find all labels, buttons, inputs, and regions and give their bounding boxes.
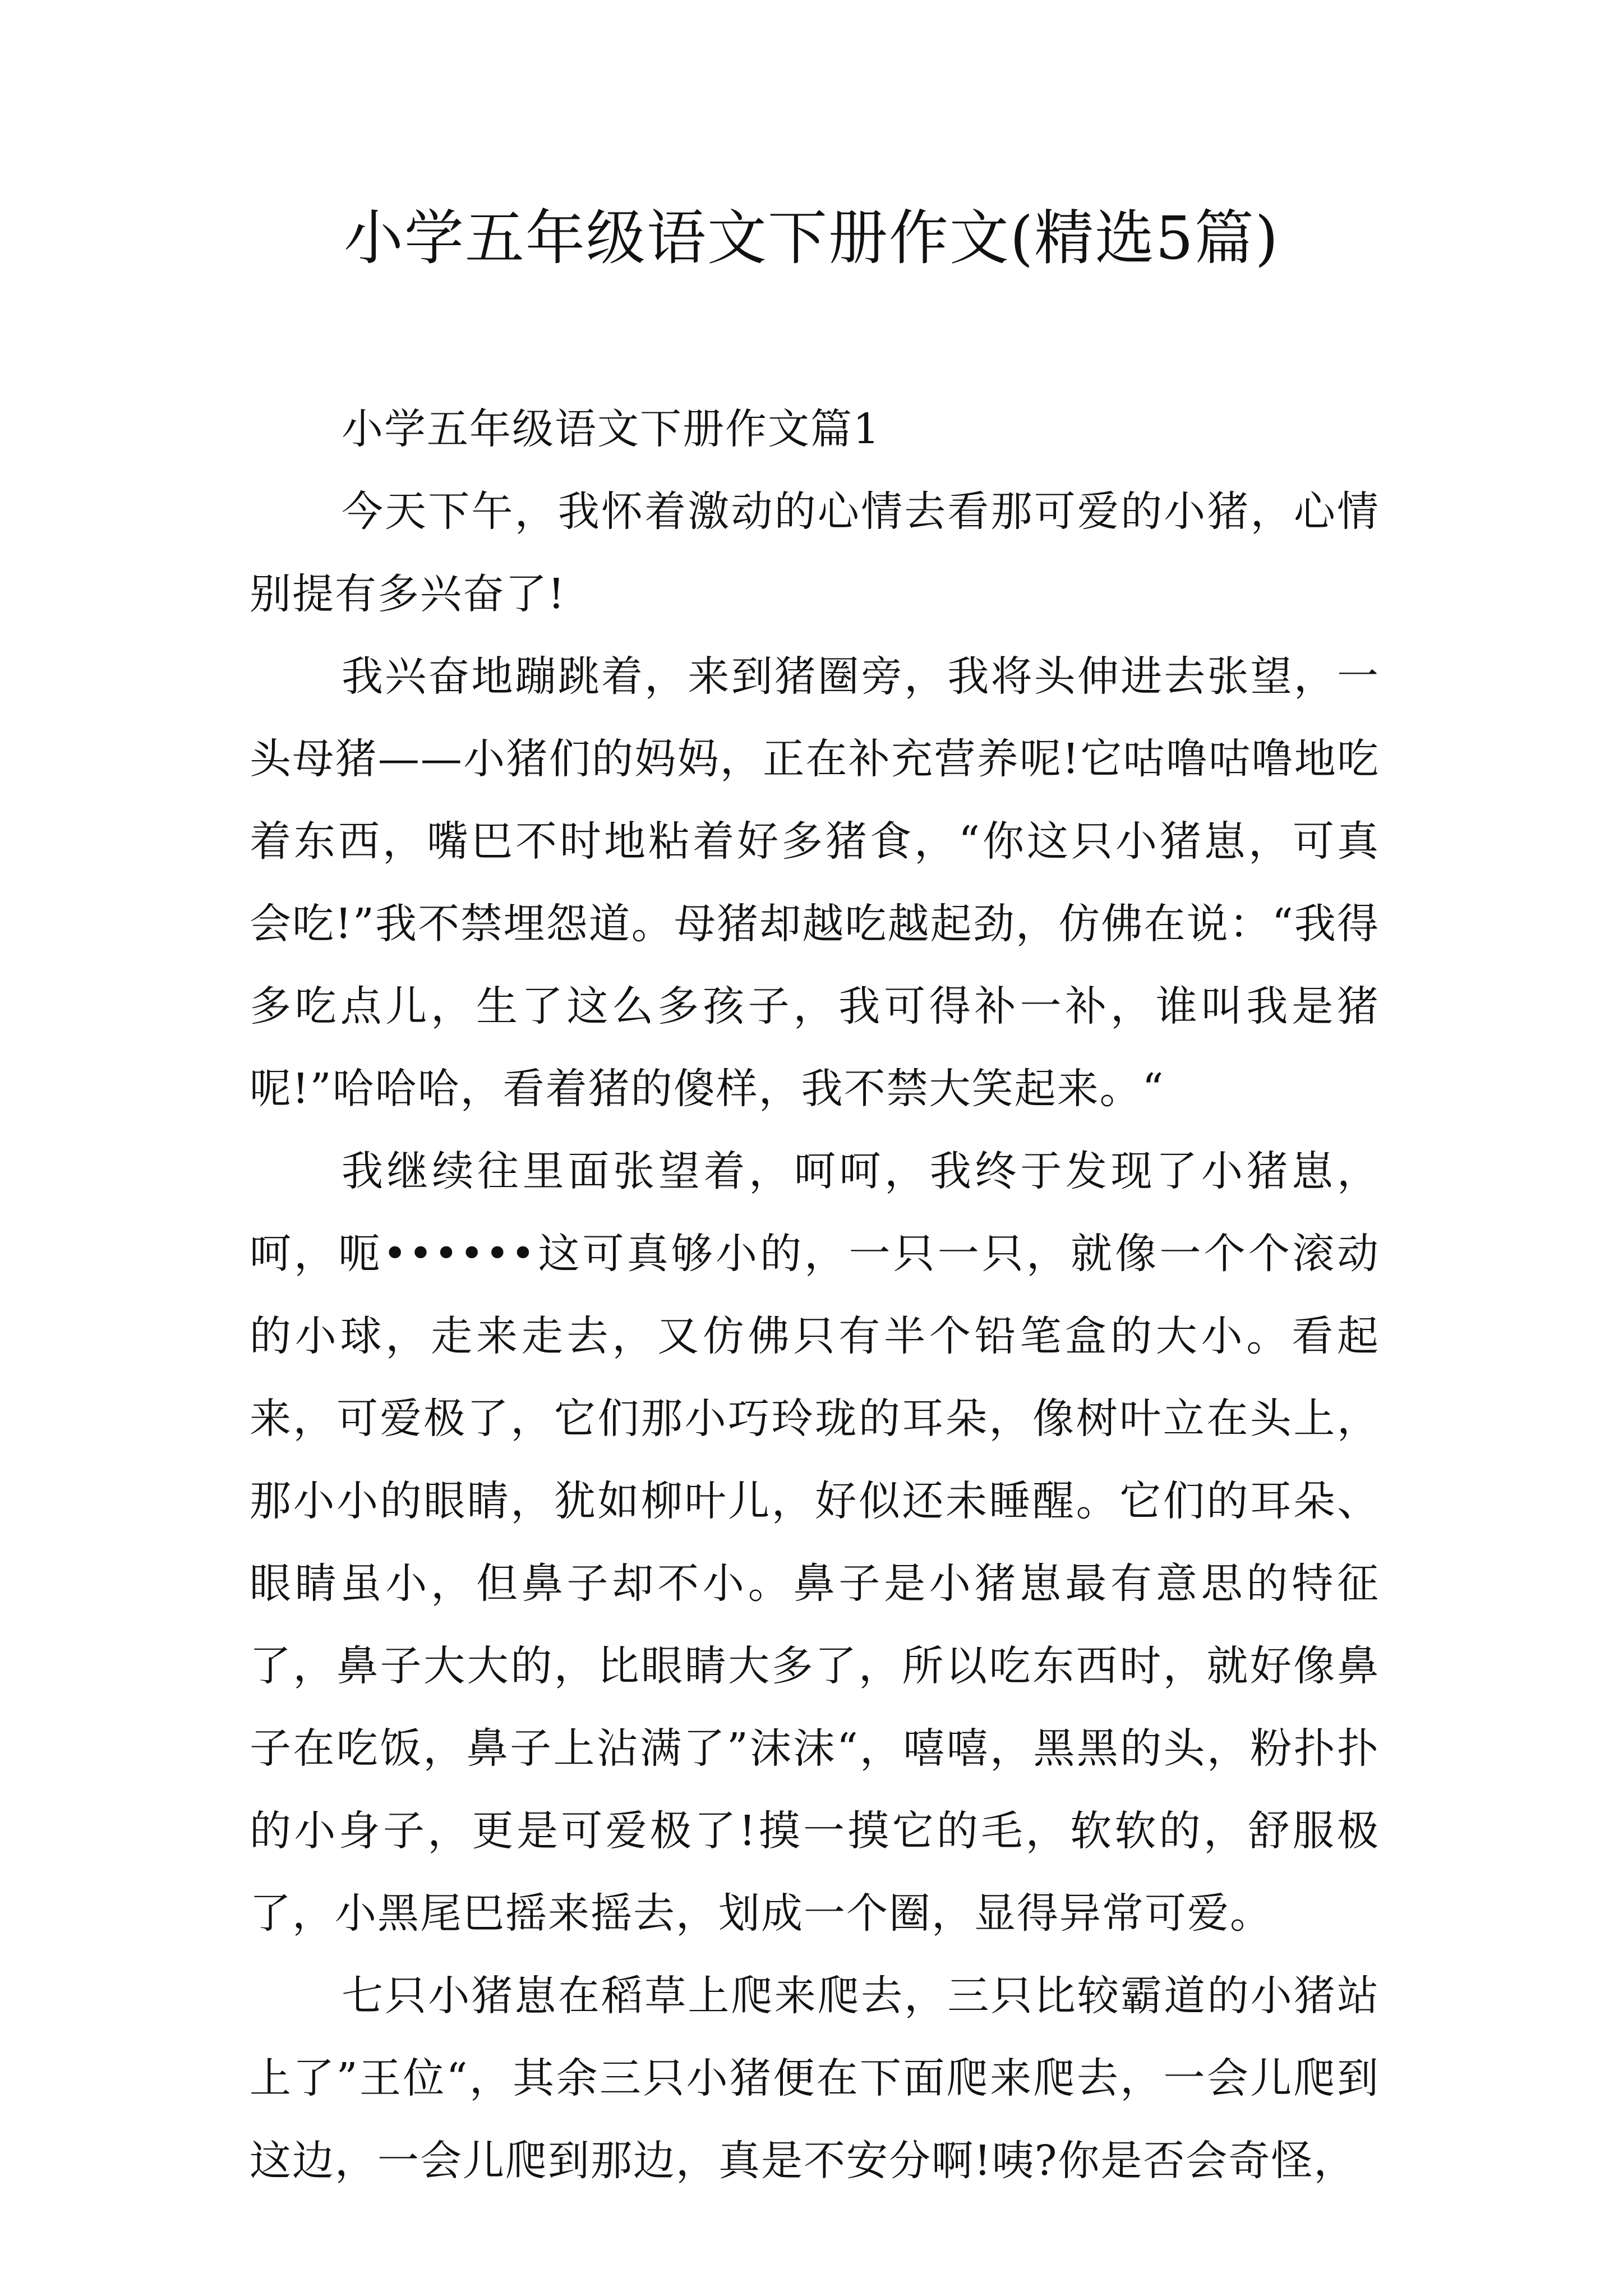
document-title: 小学五年级语文下册作文(精选5篇) — [343, 204, 1280, 273]
paragraph: 今天下午，我怀着激动的心情去看那可爱的小猪，心情别提有多兴奋了! — [250, 487, 1380, 618]
paragraph: 我继续往里面张望着，呵呵，我终于发现了小猪崽，呵，呃••••••这可真够小的，一只一只，就像一个个滚动的小球，走来走去，又仿佛只有半个铅笔盒的大小。看起来，可爱极了，它们那小巧玲珑的耳朵，像树叶立在头上，那小小的眼睛，犹如柳叶儿，好似还未睡醒。它们的耳朵、眼睛虽小，但鼻子却不小。鼻子是小猪崽最有意思的特征了，鼻子大大的，比眼睛大多了，所以吃东西时，就好像鼻子在吃饭，鼻子上沾满了”沫沫“，嘻嘻，黑黑的头，粉扑扑的小身子，更是可爱极了!摸一摸它的毛，软软的，舒服极了，小黑尾巴摇来摇去，划成一个圈，显得异常可爱。 — [250, 1147, 1380, 1938]
section-heading: 小学五年级语文下册作文篇1 — [342, 405, 881, 453]
paragraph: 我兴奋地蹦跳着，来到猪圈旁，我将头伸进去张望，一头母猪——小猪们的妈妈，正在补充营养呢!它咕噜咕噜地吃着东西，嘴巴不时地粘着好多猪食，“你这只小猪崽，可真会吃!”我不禁埋怨道。母猪却越吃越起劲，仿佛在说：“我得多吃点儿，生了这么多孩子，我可得补一补，谁叫我是猪呢!”哈哈哈，看着猪的傻样，我不禁大笑起来。“ — [250, 652, 1380, 1113]
document-body — [250, 388, 1380, 2202]
paragraph: 七只小猪崽在稻草上爬来爬去，三只比较霸道的小猪站上了”王位“，其余三只小猪便在下面爬来爬去，一会儿爬到这边，一会儿爬到那边，真是不安分啊!咦?你是否会奇怪， — [250, 1972, 1380, 2185]
